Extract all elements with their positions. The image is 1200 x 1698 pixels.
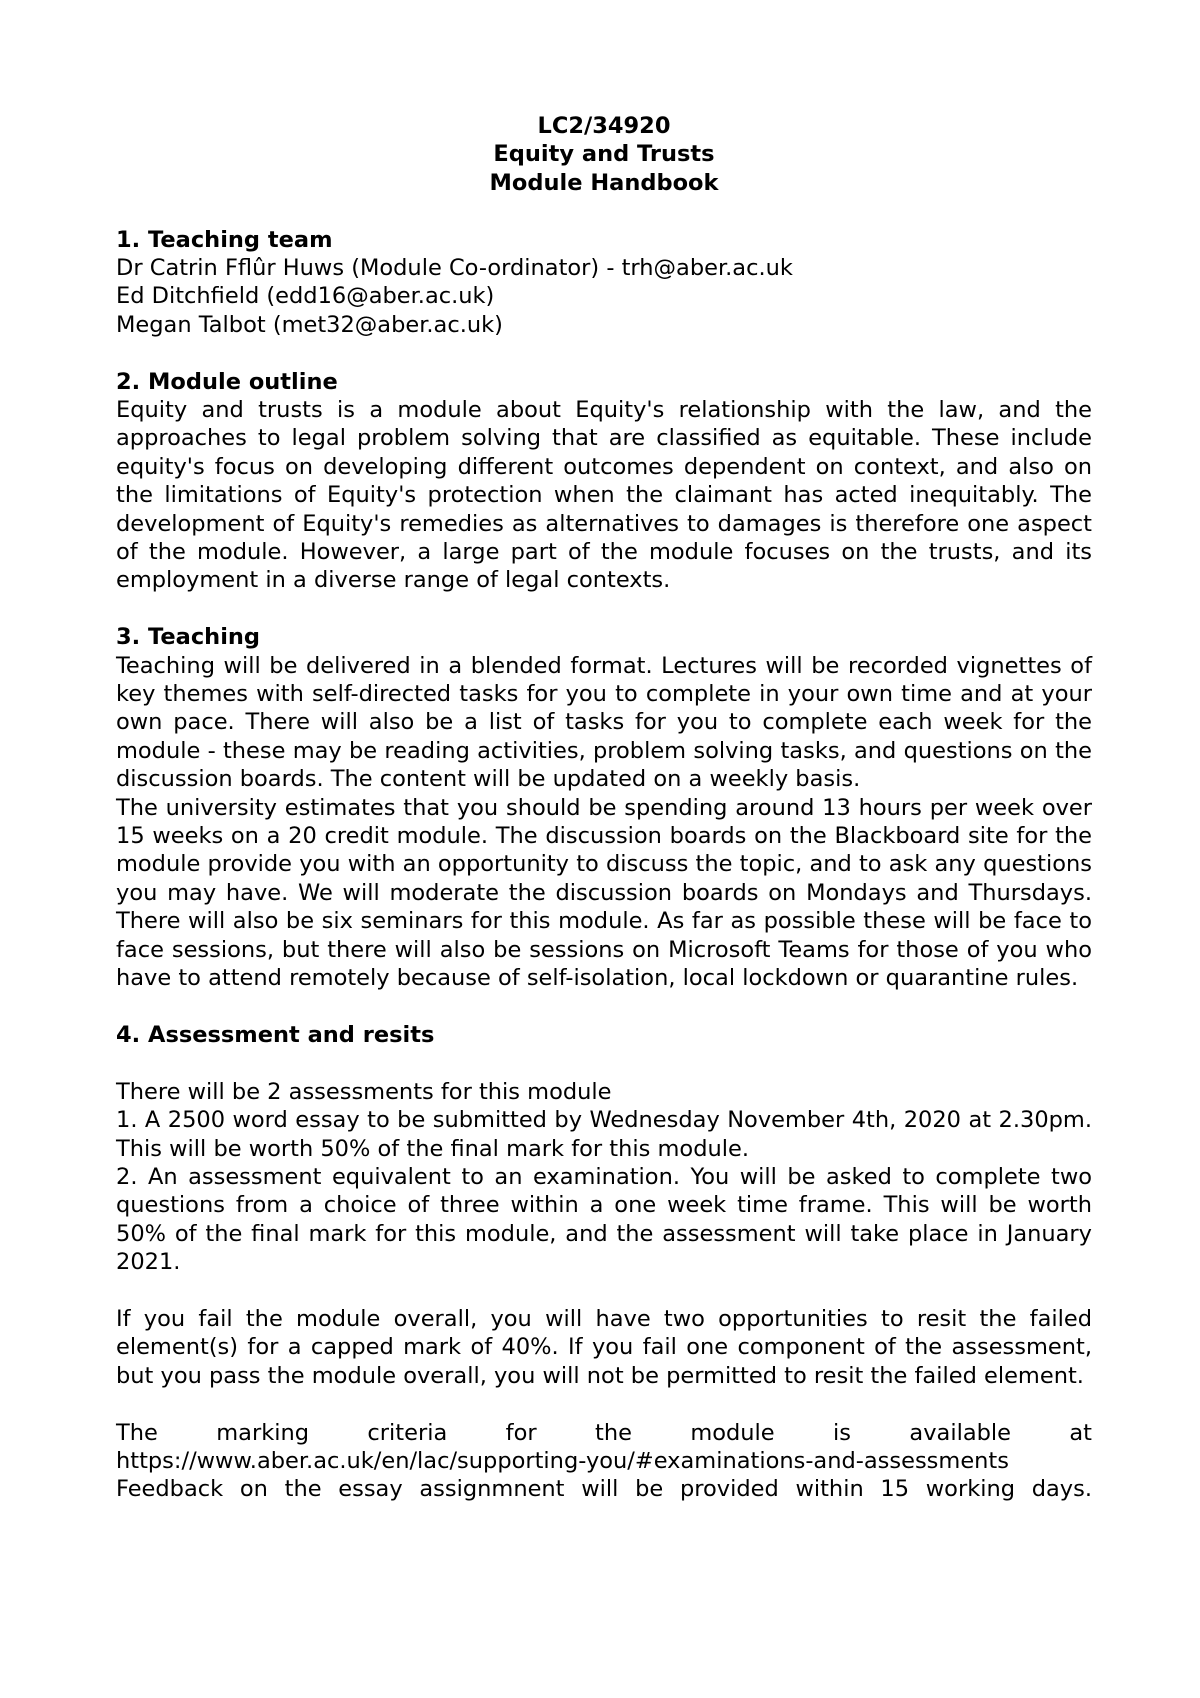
team-member: Ed Ditchfield (edd16@aber.ac.uk) xyxy=(116,283,495,310)
section-teaching-team xyxy=(116,226,1092,340)
team-member: Dr Catrin Fflûr Huws (Module Co-ordinator) - trh@aber.ac.uk xyxy=(116,254,793,281)
section-module-outline xyxy=(116,368,1092,595)
assessment-item: 2. An assessment equivalent to an examination. You will be asked to complete two questions from a choice of three within a one week time frame. This will be worth 50% of the final mark for this module, and the assessment will take place in January 2021. xyxy=(116,1163,1092,1276)
module-code: LC2/34920 xyxy=(537,113,671,139)
assessment-item: 1. A 2500 word essay to be submitted by Wednesday November 4th, 2020 at 2.30pm. This will be worth 50% of the final mark for this module. xyxy=(116,1107,1092,1162)
section-heading: 3. Teaching xyxy=(116,624,261,651)
teaching-paragraph: The university estimates that you should be spending around 13 hours per week over 15 weeks on a 20 credit module. The discussion boards on the Blackboard site for the module provide you with an opportunity to discuss the topic, and to ask any questions you may have. We will moderate the discussion boards on Mondays and Thursdays. There will also be six seminars for this module. As far as possible these will be face to face sessions, but there will also be sessions on Microsoft Teams for those of you who have to attend remotely because of self-isolation, local lockdown or quarantine rules. xyxy=(116,794,1092,992)
module-title: Equity and Trusts xyxy=(493,141,715,168)
resit-paragraph: If you fail the module overall, you will have two opportunities to resit the failed element(s) for a capped mark of 40%. If you fail one component of the assessment, but you pass the module overall, you will not be permitted to resit the failed element. xyxy=(116,1305,1092,1389)
marking-criteria-link[interactable]: https://www.aber.ac.uk/en/lac/supporting-you/#examinations-and-assessments xyxy=(116,1447,1009,1474)
document-page xyxy=(116,112,1092,1504)
team-member: Megan Talbot (met32@aber.ac.uk) xyxy=(116,311,503,338)
section-heading: 1. Teaching team xyxy=(116,226,333,253)
section-assessment xyxy=(116,1021,1092,1504)
outline-paragraph: Equity and trusts is a module about Equity's relationship with the law, and the approaches to legal problem solving that are classified as equitable. These include equity's focus on developing different outcomes dependent on context, and also on the limitations of Equity's protection when the claimant has acted inequitably. The development of Equity's remedies as alternatives to damages is therefore one aspect of the module. However, a large part of the module focuses on the trusts, and its employment in a diverse range of legal contexts. xyxy=(116,396,1092,594)
section-heading: 4. Assessment and resits xyxy=(116,1021,435,1048)
section-heading: 2. Module outline xyxy=(116,368,338,395)
section-teaching xyxy=(116,623,1092,992)
feedback-line: Feedback on the essay assignmnent will be provided within 15 working days. xyxy=(116,1476,1092,1503)
teaching-paragraph: Teaching will be delivered in a blended format. Lectures will be recorded vignettes of key themes with self-directed tasks for you to complete in your own time and at your own pace. There will also be a list of tasks for you to complete each week for the module - these may be reading activities, problem solving tasks, and questions on the discussion boards. The content will be updated on a weekly basis. xyxy=(116,652,1092,793)
module-subtitle: Module Handbook xyxy=(489,169,719,196)
assessment-intro: There will be 2 assessments for this module xyxy=(116,1078,612,1105)
document-header xyxy=(116,112,1092,197)
marking-criteria-line: The marking criteria for the module is available at xyxy=(116,1419,1092,1446)
